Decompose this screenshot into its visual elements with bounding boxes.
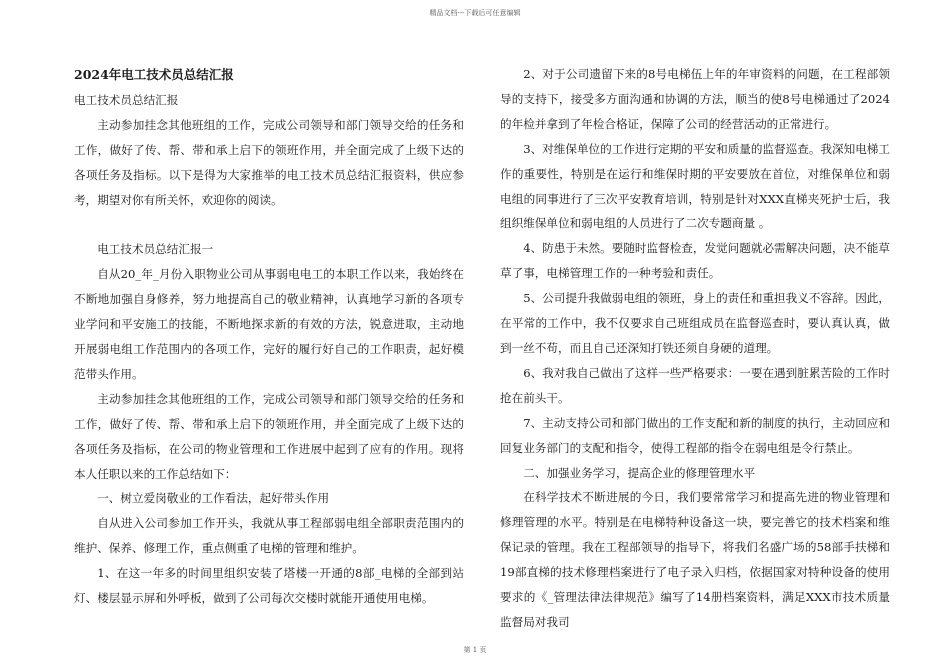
paragraph: 7、主动支持公司和部门做出的工作支配和新的制度的执行，主动回应和回复业务部门的支配和指令，使得工程部的指令在弱电组是令行禁止。	[500, 415, 890, 455]
left-column	[74, 62, 464, 611]
paragraph: 2、对于公司遗留下来的8号电梯伍上年的年审资料的问题，在工程部领导的支持下，接受多方面沟通和协调的方法，顺当的使8号电梯通过了2024的年检并拿到了年检合格证，保障了公司的经营活动的正常进行。	[500, 67, 890, 131]
point-heading: 二、加强业务学习，提高企业的修理管理水平	[523, 465, 756, 480]
paragraph: 自从进入公司参加工作开头，我就从事工程部弱电组全部职责范围内的维护、保养、修理工作，重点侧重了电梯的管理和维护。	[74, 516, 464, 556]
paragraph: 自从20_年_月份入职物业公司从事弱电电工的本职工作以来，我始终在不断地加强自身修养，努力地提高自己的敬业精神，认真地学习新的各项专业学问和平安施工的技能，不断地探求新的有效的方法，锐意进取，主动地开展弱电组工作范围内的各项工作，完好的履行好自己的工作职责，起好模范带头作用。	[74, 267, 464, 381]
blank-line	[74, 213, 464, 238]
section-heading: 电工技术员总结汇报一	[97, 242, 214, 257]
paragraph: 3、对维保单位的工作进行定期的平安和质量的监督巡查。我深知电梯工作的重要性，特别是在运行和维保时期的平安要放在首位，对维保单位和弱电组的同事进行了三次平安教育培训，特别是针对XXX直梯夹死护士后，我组织维保单位和弱电组的人员进行了二次专题商量 。	[500, 141, 890, 231]
paragraph: 6、我对我自己做出了这样一些严格要求：一要在遇到脏累苦险的工作时抢在前头干。	[500, 365, 890, 405]
page-header-note: 精品文档---下载后可任意编辑	[429, 9, 521, 17]
point-heading: 一、树立爱岗敬业的工作看法，起好带头作用	[97, 491, 330, 506]
paragraph: 4、防患于未然。要随时监督检查，发觉问题就必需解决问题，决不能草草了事，电梯管理工作的一种考验和责任。	[500, 241, 890, 281]
document-title: 2024年电工技术员总结汇报	[74, 67, 234, 82]
document-subtitle: 电工技术员总结汇报	[74, 93, 179, 107]
paragraph: 5、公司提升我做弱电组的领班，身上的责任和重担我义不容辞。因此，在平常的工作中，我不仅要求自己班组成员在监督巡查时，要认真认真，做到一丝不苟，而且自己还深知打铁还须自身硬的道理。	[500, 291, 890, 355]
paragraph: 1、在这一年多的时间里组织安装了塔楼一开通的8部_电梯的全部到站灯、楼层显示屏和外呼板，做到了公司每次交楼时就能开通使用电梯。	[74, 566, 464, 606]
intro-paragraph: 主动参加挂念其他班组的工作，完成公司领导和部门领导交给的任务和工作，做好了传、帮、带和承上启下的领班作用，并全面完成了上级下达的各项任务及指标。以下是得为大家推举的电工技术员总结汇报资料，供应参考，期望对你有所关怀，欢迎你的阅读。	[74, 117, 464, 207]
right-column	[500, 62, 890, 635]
paragraph: 主动参加挂念其他班组的工作，完成公司领导和部门领导交给的任务和工作，做好了传、帮、带和承上启下的领班作用，并全面完成了上级下达的各项任务及指标，在公司的物业管理和工作进展中起到了应有的作用。现将本人任职以来的工作总结如下：	[74, 391, 464, 481]
paragraph: 在科学技术不断进展的今日，我们要常常学习和提高先进的物业管理和修理管理的水平。特别是在电梯特种设备这一块，要完善它的技术档案和维保记录的管理。我在工程部领导的指导下，将我们名盛广场的58部手扶梯和19部直梯的技术修理档案进行了电子录入归档，依据国家对特种设备的使用要求的《_管理法律法律规范》编写了14册档案资料，满足XXX市技术质量监督局对我司	[500, 490, 890, 629]
page-number: 第 1 页	[463, 646, 487, 654]
